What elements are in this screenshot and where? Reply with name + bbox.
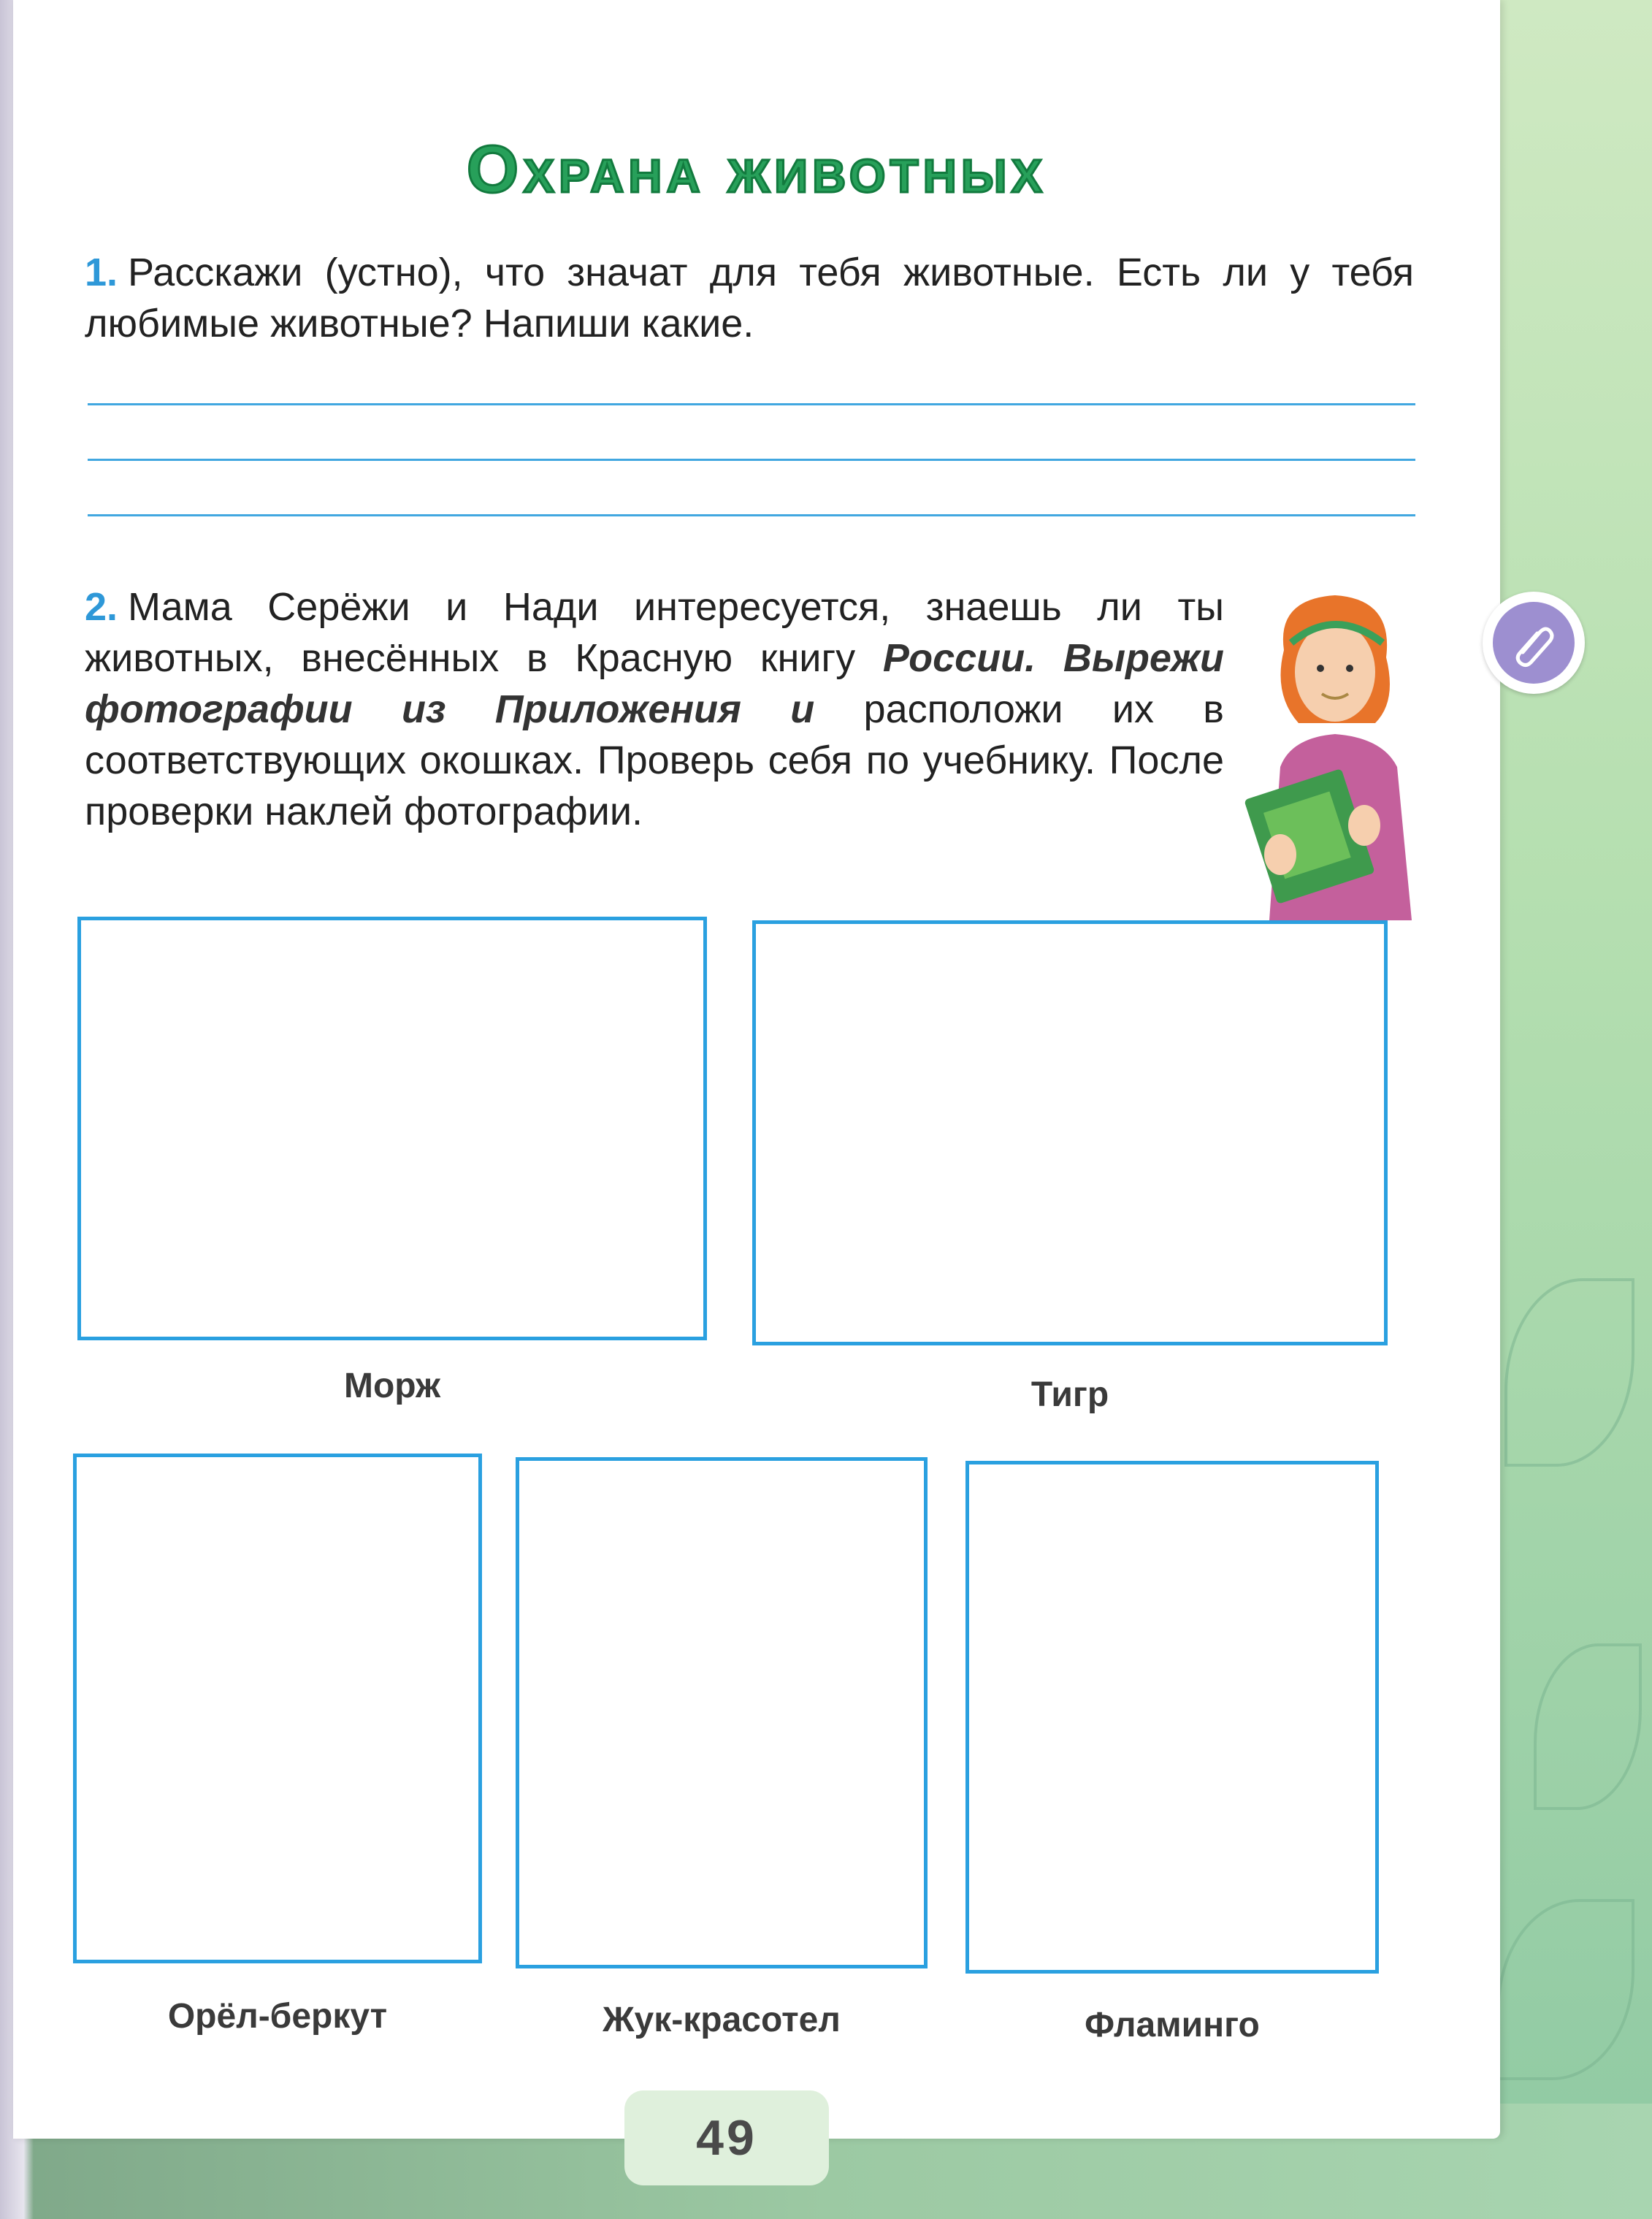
appendix-marker — [1483, 592, 1585, 694]
paperclip-icon — [1493, 602, 1575, 684]
page-title: Охрана животных — [466, 132, 1047, 207]
task-2-number: 2. — [85, 585, 118, 629]
photo-box-morzh[interactable] — [77, 917, 707, 1340]
photo-box-zhuk-krasotel[interactable] — [516, 1457, 928, 1968]
answer-line-2[interactable] — [88, 459, 1415, 461]
task-1-text: Расскажи (устно), что значат для тебя животные. Есть ли у тебя любимые животные? Напиши какие. — [85, 251, 1414, 345]
workbook-page — [13, 0, 1500, 2139]
right-background-strip — [1490, 0, 1652, 2219]
task-1-number: 1. — [85, 251, 118, 294]
caption-tigr: Тигр — [1030, 1375, 1109, 1414]
task-1 — [85, 247, 1414, 349]
photo-box-tigr[interactable] — [752, 920, 1388, 1345]
task-2-text-part1: Мама Серёжи и Нади интересуется, знаешь ли ты животных, внесённых в Красную книгу — [85, 585, 1224, 680]
task-2 — [85, 581, 1224, 837]
task-2-text-italic: России. Вырежи фотографии из Приложения и — [85, 636, 1224, 731]
girl-with-book-illustration — [1240, 584, 1445, 920]
caption-flamingo: Фламинго — [1085, 2006, 1260, 2044]
caption-morzh: Морж — [343, 1367, 441, 1405]
page-number: 49 — [624, 2090, 829, 2185]
photo-box-flamingo[interactable] — [965, 1461, 1379, 1974]
photo-box-orel-berkut[interactable] — [73, 1454, 482, 1963]
answer-line-3[interactable] — [88, 514, 1415, 516]
caption-zhuk-krasotel: Жук-красотел — [603, 2001, 841, 2039]
task-2-text-part2: расположи их в соответствующих окошках. Проверь себя по учебнику. После проверки наклей фотографии. — [85, 687, 1224, 833]
answer-line-1[interactable] — [88, 403, 1415, 405]
caption-orel-berkut: Орёл-беркут — [167, 1997, 388, 2036]
